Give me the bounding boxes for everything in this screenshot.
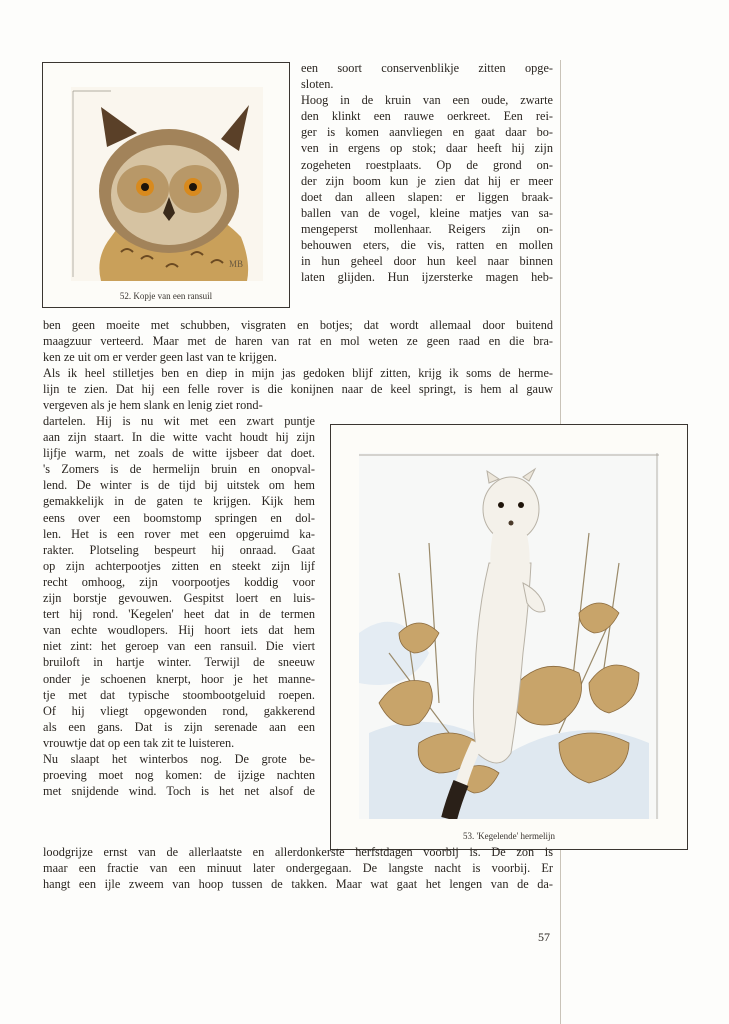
- text-line: laten glijden. Hun ijzersterke magen heb-: [301, 270, 553, 285]
- text-line: een soort conservenblikje zitten opge-: [301, 61, 553, 75]
- text-line: der zijn boom kun je zien dat hij er meer: [301, 173, 553, 188]
- text-line: dartelen. Hij is nu wit met een zwart puntje: [43, 414, 315, 428]
- figure-owl: [42, 62, 290, 308]
- text-line: ven in ergens op stok; daar heeft hij zijn: [301, 141, 553, 156]
- text-line: sloten.: [301, 77, 334, 92]
- page-number: 57: [538, 930, 550, 944]
- text-line: ben geen moeite met schubben, visgraten en botjes; dat wordt allemaal door buitend: [43, 318, 553, 332]
- text-line: doet dan alleen slapen: er liggen braak-: [301, 189, 553, 204]
- text-line: ballen van de vogel, kleine matjes van sa-: [301, 205, 553, 220]
- text-column-left: [43, 413, 315, 799]
- text-line: len. Het is een rover met een opgeruimd ka-: [43, 526, 315, 541]
- ermine-caption: 53. 'Kegelende' hermelijn: [463, 831, 555, 841]
- owl-caption: 52. Kopje van een ransuil: [119, 291, 213, 301]
- text-line: behouwen eters, die vis, ratten en mollen: [301, 238, 553, 253]
- text-line: maagzuur verteerd. Maar met de haren van rat en mol weten ze geen raad en die bra-: [43, 334, 553, 349]
- text-line: 's Zomers is de hermelijn bruin en onopval-: [43, 462, 315, 477]
- text-line: Hoog in de kruin van een oude, zwarte: [301, 93, 553, 108]
- text-line: onder je schoenen knerpt, hoor je het manne-: [43, 671, 315, 686]
- owl-drawing: [71, 87, 263, 281]
- text-line: lijfje warm, net zoals de witte ijsbeer dat doet.: [43, 446, 315, 461]
- text-line: met snijdende wind. Toch is het net alsof de: [43, 784, 315, 799]
- text-line: mengeperst mollenhaar. Reigers zijn on-: [301, 221, 553, 236]
- text-line: gemakkelijk in de gaten te krijgen. Kijk hem: [43, 494, 315, 509]
- text-line: op zijn achterpootjes zitten en steekt zijn lijf: [43, 558, 315, 573]
- text-line: vergeven als je hem slank en lenig ziet rond-: [43, 398, 263, 413]
- text-block-full-width: [43, 317, 553, 414]
- text-block-bottom: [43, 844, 553, 892]
- text-line: Of hij vliegt opgewonden rond, gakkerend: [43, 703, 315, 718]
- text-line: ken ze uit om er verder geen last van te krijgen.: [43, 350, 277, 365]
- figure-ermine: [330, 424, 688, 850]
- text-line: Als ik heel stilletjes ben en diep in mijn jas gedoken blijf zitten, krijg ik soms de herme-: [43, 366, 553, 381]
- text-line: maar een fractie van een minuut later ondergegaan. De langste nacht is voorbij. Er: [43, 861, 553, 876]
- text-line: recht omhoog, zijn voorpootjes koddig voor: [43, 574, 315, 589]
- text-line: proeving moet nog komen: de ijzige nachten: [43, 768, 315, 783]
- text-line: loodgrijze ernst van de allerlaatste en allerdonkerste herfstdagen voorbij is. De zon is: [43, 845, 553, 859]
- text-line: ger is komen aanvliegen en gaat daar bo-: [301, 125, 553, 140]
- owl-illustration: [71, 87, 263, 281]
- text-line: eens over een boomstomp springen en dol-: [43, 510, 315, 525]
- text-line: vrouwtje dat op een tak zit te luisteren.: [43, 735, 235, 750]
- text-line: zijn borstje gevouwen. Gespitst loert en luis-: [43, 591, 315, 606]
- text-line: hangt een ijle zweem van hoop tussen de takken. Maar wat gaat het lengen van de da-: [43, 877, 553, 892]
- text-line: in hun geheel door hun keel naar binnen: [301, 254, 553, 269]
- text-line: niet zint: het geroep van een ransuil. Die viert: [43, 639, 315, 654]
- text-line: zogeheten roestplaats. Op de grond on-: [301, 157, 553, 172]
- text-line: als een gans. Dat is zijn serenade aan een: [43, 719, 315, 734]
- ermine-illustration: [359, 453, 659, 819]
- text-line: lijn te zien. Dat hij een felle rover is die konijnen naar de keel springt, is hem al gauw: [43, 382, 553, 397]
- text-column-right: [301, 60, 553, 285]
- text-line: lend. De winter is de tijd bij uitstek om hem: [43, 478, 315, 493]
- text-line: bruiloft in hartje winter. Terwijl de sneeuw: [43, 655, 315, 670]
- text-line: den klinkt een rauwe oerkreet. Een rei-: [301, 109, 553, 124]
- ermine-drawing: [359, 453, 659, 819]
- text-line: tje met dat typische stoombootgeluid roepen.: [43, 687, 315, 702]
- text-line: aan zijn staart. In die witte vacht houdt hij zijn: [43, 430, 315, 445]
- text-line: rakter. Plotseling bespeurt hij onraad. Gaat: [43, 542, 315, 557]
- text-line: Nu slaapt het winterbos nog. De grote be-: [43, 751, 315, 766]
- text-line: tert hij rond. 'Kegelen' heet dat in de termen: [43, 607, 315, 622]
- text-line: van echte woudlopers. Hij hoort iets dat hem: [43, 623, 315, 638]
- owl-signature: MB: [229, 259, 244, 269]
